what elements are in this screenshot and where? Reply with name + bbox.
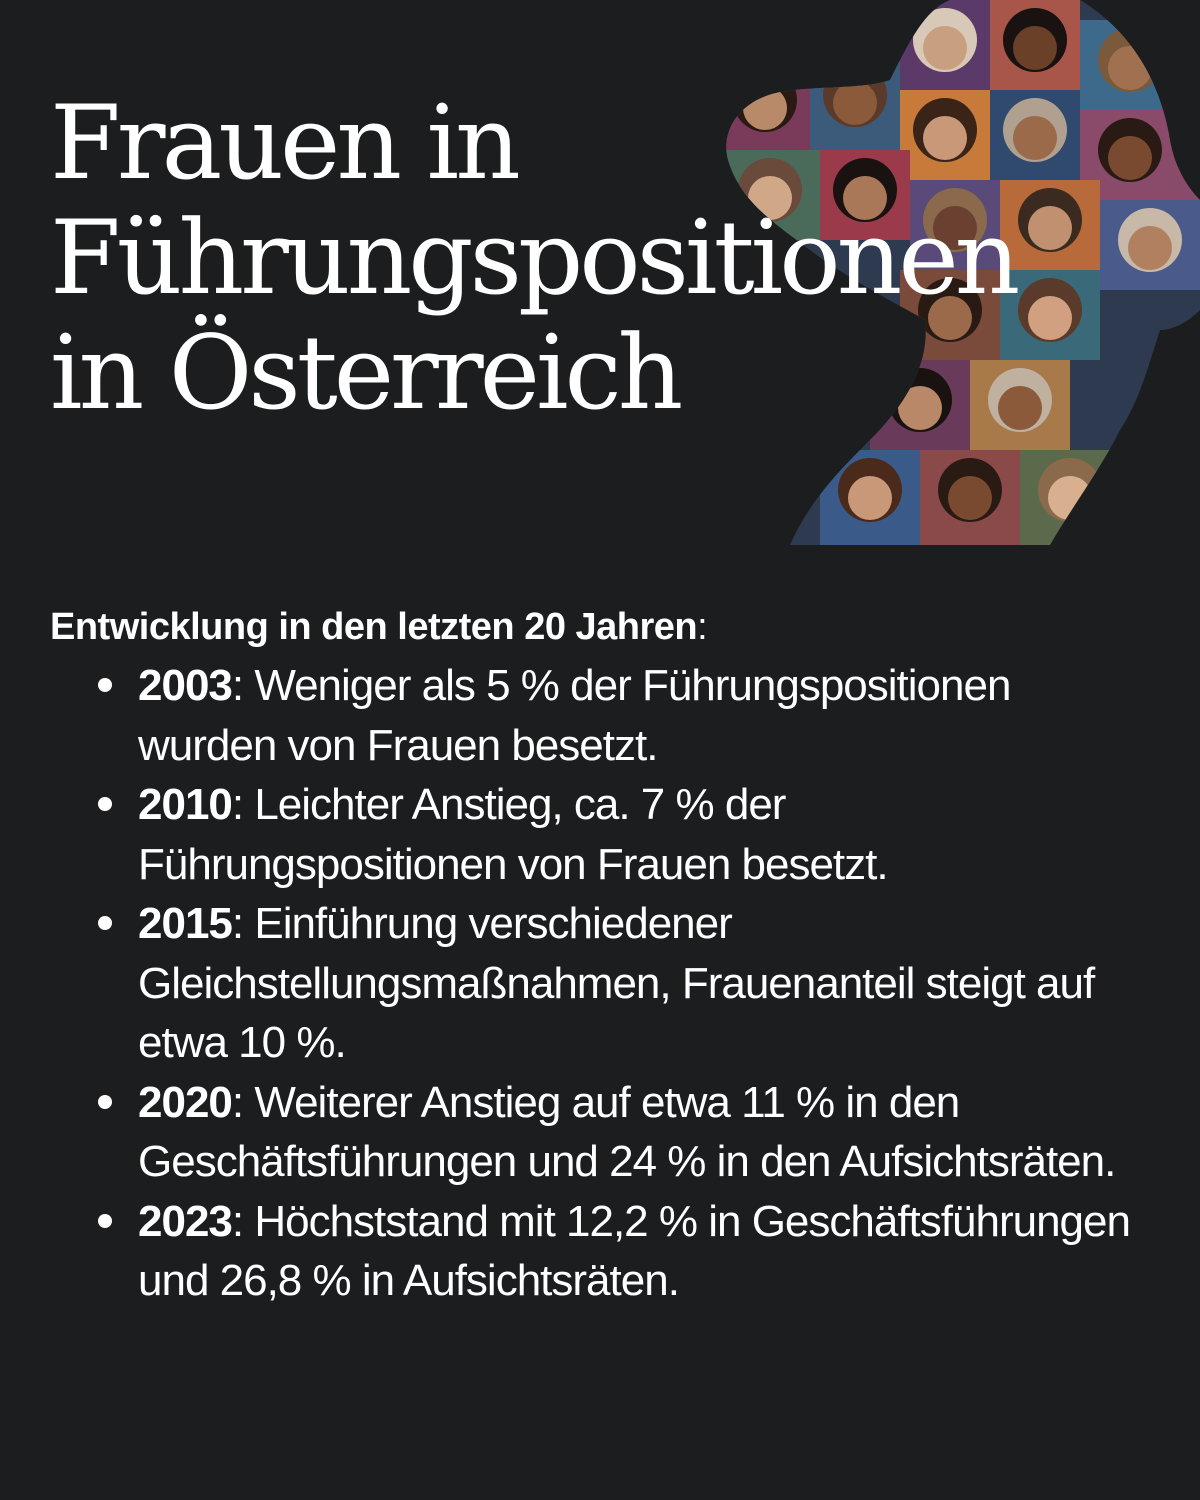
list-item [50, 1073, 1150, 1192]
list-item [50, 775, 1150, 894]
item-text: : Einführung verschiedener Gleichstellungsmaßnahmen, Frauenanteil steigt auf etwa 10 %. [138, 899, 1095, 1067]
item-year: 2003 [138, 661, 232, 710]
section-heading-text: Entwicklung in den letzten 20 Jahren [50, 606, 698, 648]
bullet-icon [98, 916, 112, 930]
item-year: 2015 [138, 899, 232, 948]
page-title [50, 86, 1150, 431]
section-heading-colon: : [697, 606, 708, 648]
title-line-3: in Österreich [50, 314, 680, 433]
title-line-2: Führungspositionen [50, 199, 1017, 318]
item-text: : Weniger als 5 % der Führungspositionen wurden von Frauen besetzt. [138, 661, 1011, 770]
section-heading [50, 598, 1150, 656]
bullet-icon [98, 678, 112, 692]
bullet-icon [98, 797, 112, 811]
bullet-icon [98, 1214, 112, 1228]
item-text: : Leichter Anstieg, ca. 7 % der Führungspositionen von Frauen besetzt. [138, 780, 888, 889]
item-year: 2023 [138, 1196, 232, 1246]
list-item [50, 894, 1150, 1073]
item-text: : Weiterer Anstieg auf etwa 11 % in den Geschäftsführungen und 24 % in den Aufsichtsräten. [138, 1077, 1116, 1186]
item-text: : Höchststand mit 12,2 % in Geschäftsführungen und 26,8 % in Aufsichtsräten. [138, 1196, 1130, 1305]
list-item [50, 656, 1150, 775]
content-section [50, 598, 1150, 1311]
title-line-1: Frauen in [50, 84, 517, 203]
timeline-list [50, 656, 1150, 1311]
item-year: 2010 [138, 780, 232, 829]
list-item [50, 1192, 1150, 1311]
item-year: 2020 [138, 1077, 232, 1127]
bullet-icon [98, 1095, 112, 1109]
